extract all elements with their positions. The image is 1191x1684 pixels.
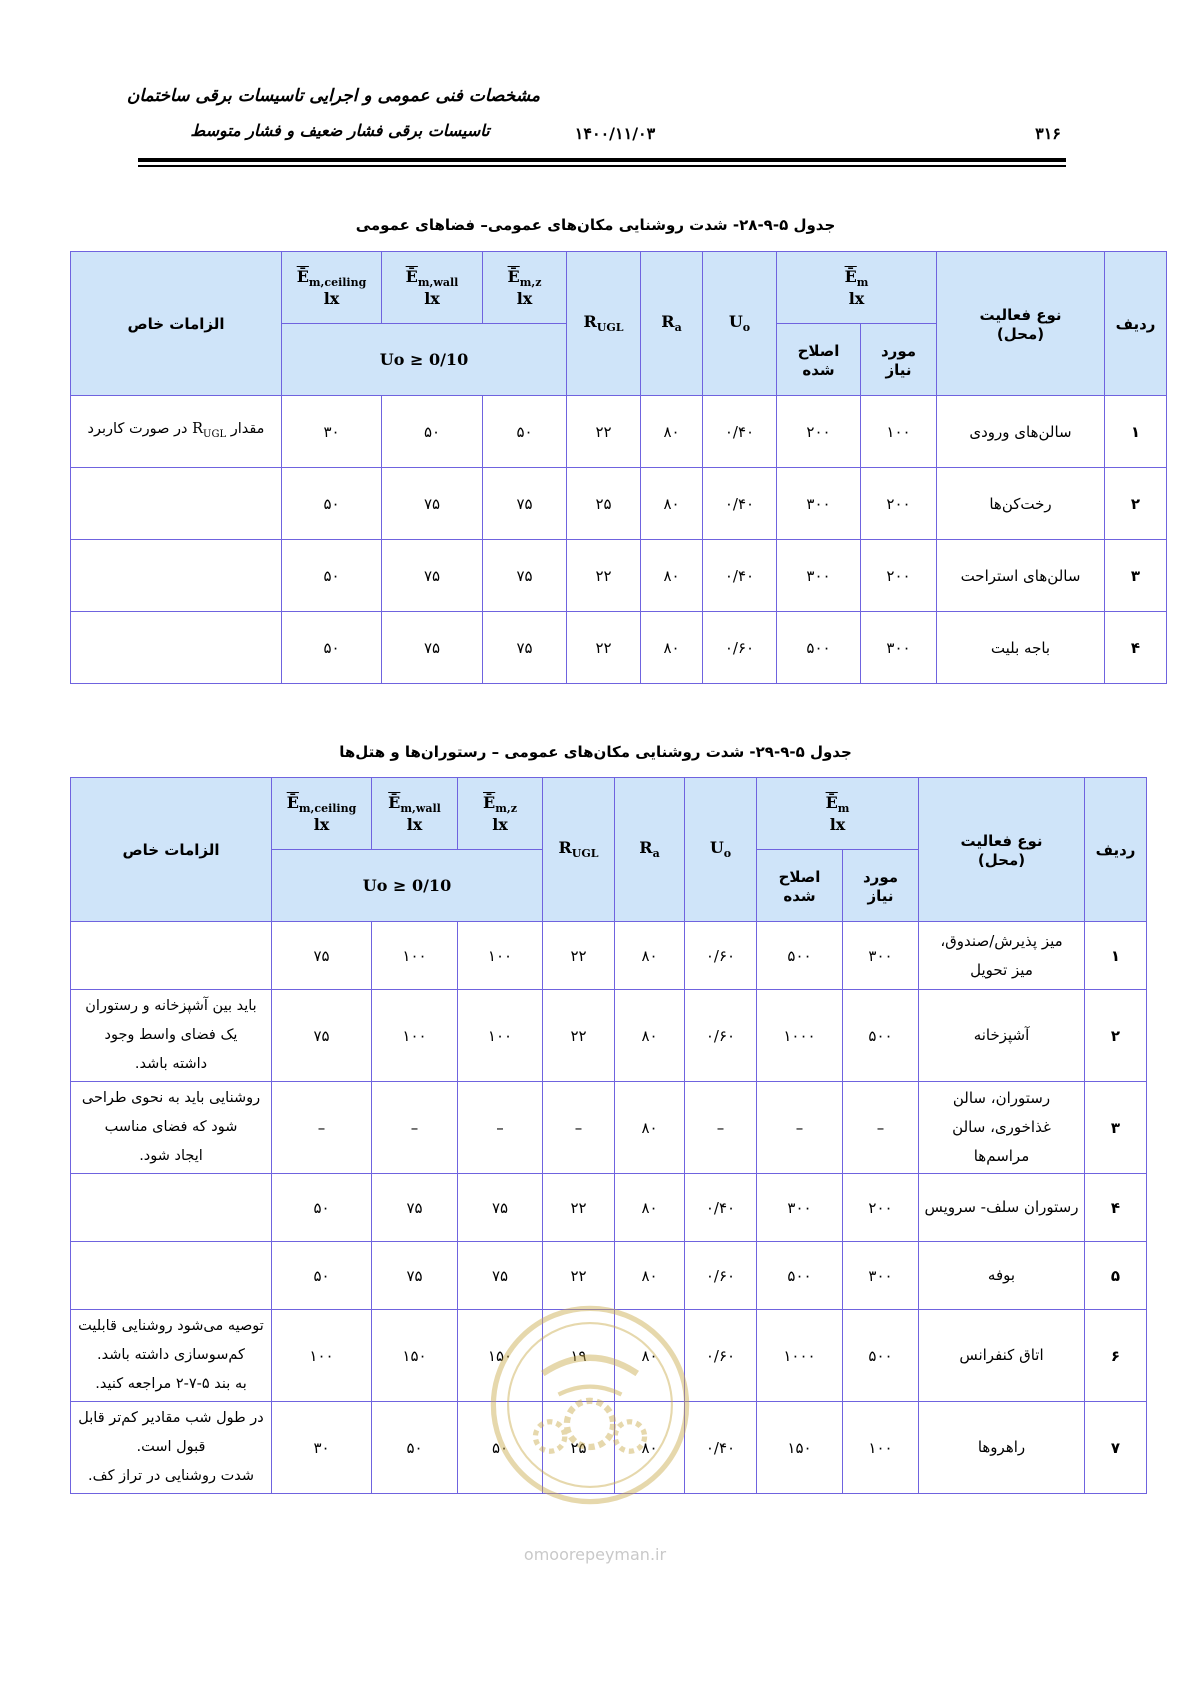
header-date: ۱۴۰۰/۱۱/۰۳ (574, 124, 656, 143)
uo-cell: ۰/۴۰ (703, 396, 777, 468)
required-cell: ۲۰۰ (843, 1174, 919, 1242)
rugl-cell: ۲۲ (567, 396, 641, 468)
special-req-cell (71, 1174, 272, 1242)
header-uo: $U_o$ (685, 778, 757, 922)
watermark-text: omoorepeyman.ir (523, 1545, 667, 1564)
uo-cell: ۰/۴۰ (703, 540, 777, 612)
header-uo: $U_o$ (703, 252, 777, 396)
special-req-line: یک فضای واسط وجود (104, 1027, 238, 1043)
table1-caption: جدول ۵-۹-۲۸- شدت روشنایی مکان‌های عمومی– فضاهای عمومی (355, 216, 836, 234)
header-row-no: ردیف (1105, 252, 1167, 396)
uo-cell: – (685, 1082, 757, 1174)
activity-cell (919, 1174, 1085, 1242)
em-wall-cell: ۱۵۰ (372, 1310, 458, 1402)
em-wall-cell: ۵۰ (382, 396, 483, 468)
table-row (71, 612, 1167, 684)
activity-cell: سالن‌های استراحت (937, 540, 1105, 612)
special-req-cell (71, 1402, 272, 1494)
em-z-cell: ۱۰۰ (458, 990, 543, 1082)
special-req-cell (71, 612, 282, 684)
ra-cell: ۸۰ (641, 468, 703, 540)
special-req-cell (71, 922, 272, 990)
em-z-cell: – (458, 1082, 543, 1174)
special-req-cell: مقدار $R_{UGL}$ در صورت کاربرد (71, 396, 282, 468)
header-uo-condition: Uo ≥ 0/10 (272, 850, 543, 922)
em-wall-cell: ۱۰۰ (372, 990, 458, 1082)
row-number: ۷ (1085, 1402, 1147, 1494)
ra-cell: ۸۰ (641, 540, 703, 612)
activity-line: راهروها (977, 1438, 1026, 1456)
em-ceiling-cell: ۷۵ (272, 922, 372, 990)
special-req-line: کم‌سوسازی داشته باشد. (97, 1347, 245, 1363)
illuminance-table-public-spaces (70, 251, 1167, 684)
header-special-requirements: الزامات خاص (71, 252, 282, 396)
activity-line: رستوران، سالن (952, 1089, 1051, 1107)
required-cell: ۳۰۰ (861, 612, 937, 684)
special-req-line: باید بین آشپزخانه و رستوران (85, 998, 257, 1014)
header-rule-thin (138, 165, 1066, 167)
ra-cell: ۸۰ (615, 1310, 685, 1402)
modified-cell: ۳۰۰ (777, 540, 861, 612)
row-number: ۱ (1105, 396, 1167, 468)
row-number: ۶ (1085, 1310, 1147, 1402)
em-wall-cell: – (372, 1082, 458, 1174)
em-wall-cell: ۷۵ (382, 612, 483, 684)
header-uo-condition: Uo ≥ 0/10 (282, 324, 567, 396)
modified-cell: ۲۰۰ (777, 396, 861, 468)
rugl-cell: ۲۵ (543, 1402, 615, 1494)
em-ceiling-cell: ۳۰ (272, 1402, 372, 1494)
ra-cell: ۸۰ (615, 1402, 685, 1494)
em-z-cell: ۷۵ (483, 540, 567, 612)
em-ceiling-cell: ۵۰ (282, 540, 382, 612)
em-wall-cell: ۷۵ (382, 540, 483, 612)
header-em-ceiling: $Ē_{m,ceiling}$ lx (272, 778, 372, 850)
activity-line: آشپزخانه (973, 1026, 1030, 1044)
activity-cell: سالن‌های ورودی (937, 396, 1105, 468)
header-rugl: $R_{UGL}$ (567, 252, 641, 396)
uo-cell: ۰/۶۰ (685, 1242, 757, 1310)
header-modified: اصلاح شده (757, 850, 843, 922)
special-req-line: روشنایی باید به نحوی طراحی (81, 1090, 261, 1106)
special-req-cell (71, 468, 282, 540)
ra-cell: ۸۰ (615, 922, 685, 990)
em-ceiling-cell: ۵۰ (272, 1174, 372, 1242)
activity-line: اتاق کنفرانس (959, 1346, 1044, 1364)
row-number: ۱ (1085, 922, 1147, 990)
required-cell: ۳۰۰ (843, 1242, 919, 1310)
header-em-wall: $Ē_{m,wall}$ lx (372, 778, 458, 850)
activity-cell (919, 1082, 1085, 1174)
activity-line: میز تحویل (970, 960, 1033, 979)
em-wall-cell: ۷۵ (382, 468, 483, 540)
activity-cell (919, 990, 1085, 1082)
seal-icon (485, 1300, 695, 1510)
special-req-line: در طول شب مقادیر کم‌تر قابل (78, 1410, 264, 1426)
activity-cell: رخت‌کن‌ها (937, 468, 1105, 540)
header-em-wall: $Ē_{m,wall}$ lx (382, 252, 483, 324)
modified-cell: ۵۰۰ (757, 1242, 843, 1310)
em-wall-cell: ۷۵ (372, 1174, 458, 1242)
em-ceiling-cell: ۱۰۰ (272, 1310, 372, 1402)
required-cell: ۲۰۰ (861, 540, 937, 612)
special-req-line: شود که فضای مناسب (104, 1119, 238, 1135)
ra-cell: ۸۰ (615, 1174, 685, 1242)
ra-cell: ۸۰ (615, 990, 685, 1082)
special-req-cell (71, 990, 272, 1082)
modified-cell: ۵۰۰ (757, 922, 843, 990)
em-wall-cell: ۵۰ (372, 1402, 458, 1494)
row-number: ۲ (1085, 990, 1147, 1082)
activity-cell (919, 1242, 1085, 1310)
required-cell: ۲۰۰ (861, 468, 937, 540)
table-row (71, 468, 1167, 540)
rugl-cell: ۲۲ (543, 1242, 615, 1310)
rugl-cell: ۲۲ (543, 922, 615, 990)
rugl-cell: ۲۲ (567, 540, 641, 612)
table-row (71, 1082, 1147, 1174)
table-row (71, 922, 1147, 990)
modified-cell: ۱۰۰۰ (757, 990, 843, 1082)
row-number: ۲ (1105, 468, 1167, 540)
table-row (71, 990, 1147, 1082)
header-activity: نوع فعالیت (محل) (919, 778, 1085, 922)
row-number: ۴ (1105, 612, 1167, 684)
activity-line: مراسم‌ها (973, 1147, 1030, 1165)
uo-cell: ۰/۶۰ (685, 990, 757, 1082)
header-special-requirements: الزامات خاص (71, 778, 272, 922)
header-required: مورد نیاز (843, 850, 919, 922)
header-em-z: $Ē_{m,z}$ lx (458, 778, 543, 850)
header-em: $Ē_m$ lx (777, 252, 937, 324)
activity-cell (919, 1402, 1085, 1494)
row-number: ۳ (1085, 1082, 1147, 1174)
row-number: ۳ (1105, 540, 1167, 612)
uo-cell: ۰/۶۰ (685, 1310, 757, 1402)
table-row (71, 1174, 1147, 1242)
required-cell: ۳۰۰ (843, 922, 919, 990)
modified-cell: ۱۰۰۰ (757, 1310, 843, 1402)
page-number: ۳۱۶ (1035, 124, 1061, 143)
activity-cell (919, 1310, 1085, 1402)
em-ceiling-cell: ۵۰ (282, 468, 382, 540)
em-ceiling-cell: ۵۰ (282, 612, 382, 684)
em-ceiling-cell: – (272, 1082, 372, 1174)
header-ra: $R_a$ (615, 778, 685, 922)
uo-cell: ۰/۴۰ (685, 1174, 757, 1242)
header-modified: اصلاح شده (777, 324, 861, 396)
special-req-line: ایجاد شود. (139, 1148, 203, 1164)
em-ceiling-cell: ۵۰ (272, 1242, 372, 1310)
table2-caption: جدول ۵-۹-۲۹- شدت روشنایی مکان‌های عمومی – رستوران‌ها و هتل‌ها (339, 743, 852, 761)
special-req-cell (71, 1310, 272, 1402)
special-req-line: شدت روشنایی در تراز کف. (88, 1468, 254, 1484)
header-rule-thick (138, 158, 1066, 162)
special-req-line: قبول است. (136, 1439, 206, 1455)
em-wall-cell: ۱۰۰ (372, 922, 458, 990)
header-required: مورد نیاز (861, 324, 937, 396)
required-cell: ۵۰۰ (843, 1310, 919, 1402)
modified-cell: ۱۵۰ (757, 1402, 843, 1494)
required-cell: – (843, 1082, 919, 1174)
header-em-ceiling: $Ē_{m,ceiling}$ lx (282, 252, 382, 324)
modified-cell: ۵۰۰ (777, 612, 861, 684)
header-rugl: $R_{UGL}$ (543, 778, 615, 922)
em-z-cell: ۵۰ (483, 396, 567, 468)
em-z-cell: ۷۵ (458, 1242, 543, 1310)
em-z-cell: ۵۰ (458, 1402, 543, 1494)
modified-cell: ۳۰۰ (777, 468, 861, 540)
activity-cell: باجه بلیت (937, 612, 1105, 684)
uo-cell: ۰/۶۰ (685, 922, 757, 990)
activity-line: میز پذیرش/صندوق، (940, 931, 1063, 950)
uo-cell: ۰/۶۰ (703, 612, 777, 684)
em-ceiling-cell: ۷۵ (272, 990, 372, 1082)
special-req-cell (71, 1242, 272, 1310)
table-row (71, 540, 1167, 612)
table-row (71, 396, 1167, 468)
ra-cell: ۸۰ (615, 1082, 685, 1174)
activity-line: غذاخوری، سالن (952, 1118, 1051, 1136)
em-z-cell: ۱۰۰ (458, 922, 543, 990)
required-cell: ۱۰۰ (861, 396, 937, 468)
activity-cell (919, 922, 1085, 990)
em-wall-cell: ۷۵ (372, 1242, 458, 1310)
modified-cell: ۳۰۰ (757, 1174, 843, 1242)
em-ceiling-cell: ۳۰ (282, 396, 382, 468)
em-z-cell: ۱۵۰ (458, 1310, 543, 1402)
ra-cell: ۸۰ (615, 1242, 685, 1310)
uo-cell: ۰/۴۰ (703, 468, 777, 540)
header-em: $Ē_m$ lx (757, 778, 919, 850)
modified-cell: – (757, 1082, 843, 1174)
uo-cell: ۰/۴۰ (685, 1402, 757, 1494)
special-req-cell (71, 540, 282, 612)
em-z-cell: ۷۵ (458, 1174, 543, 1242)
rugl-cell: ۲۲ (567, 612, 641, 684)
rugl-cell: ۲۲ (543, 1174, 615, 1242)
row-number: ۵ (1085, 1242, 1147, 1310)
header-ra: $R_a$ (641, 252, 703, 396)
required-cell: ۵۰۰ (843, 990, 919, 1082)
required-cell: ۱۰۰ (843, 1402, 919, 1494)
ra-cell: ۸۰ (641, 396, 703, 468)
activity-line: رستوران سلف- سرویس (924, 1198, 1079, 1216)
em-z-cell: ۷۵ (483, 468, 567, 540)
section-title: تاسیسات برقی فشار ضعیف و فشار متوسط (190, 121, 490, 140)
ra-cell: ۸۰ (641, 612, 703, 684)
activity-line: بوفه (987, 1266, 1016, 1284)
rugl-cell: ۲۵ (567, 468, 641, 540)
special-req-cell (71, 1082, 272, 1174)
rugl-cell: ۲۲ (543, 990, 615, 1082)
special-req-line: به بند ۵-۷-۲ مراجعه کنید. (95, 1376, 247, 1392)
header-row-no: ردیف (1085, 778, 1147, 922)
header-activity: نوع فعالیت (محل) (937, 252, 1105, 396)
row-number: ۴ (1085, 1174, 1147, 1242)
rugl-cell: – (543, 1082, 615, 1174)
special-req-line: داشته باشد. (134, 1056, 208, 1072)
em-z-cell: ۷۵ (483, 612, 567, 684)
header-em-z: $Ē_{m,z}$ lx (483, 252, 567, 324)
book-title: مشخصات فنی عمومی و اجرایی تاسیسات برقی ساختمان (126, 86, 540, 106)
special-req-line: توصیه می‌شود روشنایی قابلیت (78, 1318, 264, 1334)
rugl-cell: ۱۹ (543, 1310, 615, 1402)
